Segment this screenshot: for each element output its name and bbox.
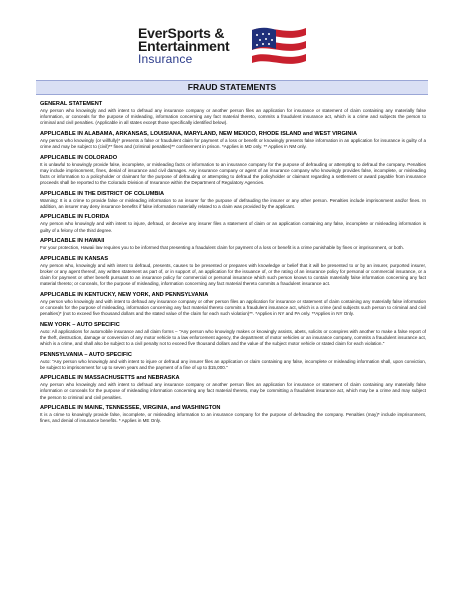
- section-ny-auto: [40, 322, 426, 348]
- section-heading: APPLICABLE IN THE DISTRICT OF COLUMBIA: [40, 190, 164, 197]
- section-text: Any person who knowingly and with intent to defraud any insurance company or other person files an application for insurance or statement of claim containing any materially false information or conceals for the purpose of misleading, information concerning any fact material thereto commits a fraudulent insurance act, which is a crime (and subjects such person to criminal and civil penalties)* (not to exceed five thousand dollars and the stated value of the claim for each such violation)**. *Applies in NY and PA only. **Applies in NY Only.: [40, 298, 426, 317]
- section-heading: PENNSYLVANIA – AUTO SPECIFIC: [40, 351, 132, 358]
- section-text: Any person who, knowingly and with intent to defraud, presents, causes to be presented or prepares with knowledge or belief that it will be presented to or by an insurer, purported insurer, broker or any agent thereof, any written statement as part of, or in support of, an application for the issuance of, or the rating of an insurance policy for personal or commercial insurance, or a claim for payment or other benefit pursuant to an insurance policy for commercial or personal insurance which such person knows to contain materially false information concerning any fact material thereto; or conceals, for the purpose of misleading, information concerning any fact material thereto commits a fraudulent insurance act.: [40, 262, 426, 287]
- section-text: It is unlawful to knowingly provide false, incomplete, or misleading facts or information to an insurance company for the purpose of defrauding or attempting to defraud the company. Penalties may include imprisonment, fines, denial of insurance and civil damages. Any insurance company or agent of an insurance company who knowingly provides false, incomplete, or misleading facts or information to a policyholder or claimant for the purpose of defrauding or attempting to defraud the policyholder or claimant regarding a settlement or award payable from insurance proceeds shall be reported to the Colorado Division of Insurance within the Department of Regulatory Agencies.: [40, 161, 426, 186]
- section-text: Any person who knowingly and with intent to defraud any insurance company or another person files an application for insurance or statement of claim containing any materially false information or conceals for the purpose of misleading information concerning any fact material thereto, may be committing a fraudulent insurance act, which may be a crime and may subject the person to criminal and civil penalties.: [40, 382, 426, 400]
- section-text: It is a crime to knowingly provide false, incomplete, or misleading information to an insurance company for the purpose of defrauding the company. Penalties (may)* include imprisonment, fines, and denial of insurance benefits. * Applies in ME Only.: [40, 412, 426, 424]
- fraud-statements-body: [40, 101, 426, 593]
- section-heading: APPLICABLE IN MASSACHUSETTS and NEBRASKA: [40, 375, 180, 382]
- section-heading: APPLICABLE IN FLORIDA: [40, 214, 110, 221]
- section-text: For your protection, Hawaii law requires you to be informed that presenting a fraudulent claim for payment of a loss or benefit is a crime punishable by fines or imprisonment, or both.: [40, 245, 404, 251]
- section-heading: APPLICABLE IN ALABAMA, ARKANSAS, LOUISIANA, MARYLAND, NEW MEXICO, RHODE ISLAND and WEST VIRGINIA: [40, 130, 357, 137]
- section-heading: APPLICABLE IN HAWAII: [40, 238, 105, 245]
- section-hawaii: [40, 238, 426, 251]
- section-heading: APPLICABLE IN KANSAS: [40, 255, 109, 262]
- section-pa-auto: [40, 352, 426, 371]
- section-text: Auto: All applications for automobile insurance and all claim forms – "Any person who knowingly makes or knowingly assists, abets, solicits or conspires with another to make a false report of the theft, destruction, damage or conversion of any motor vehicle to a law enforcement agency, the department of motor vehicles or an insurance company, commits a fraudulent insurance act, which is a crime, and shall also be subject to a civil penalty not to exceed five thousand dollars and the value of the subject motor vehicle or stated claim for each violation.": [40, 328, 426, 347]
- section-heading: APPLICABLE IN KENTUCKY, NEW YORK, AND PENNSYLVANIA: [40, 291, 209, 298]
- section-text: Warning: It is a crime to provide false or misleading information to an insurer for the purpose of defrauding the insurer or any other person. Penalties include imprisonment and/or fines. In addition, an insurer may deny insurance benefits if false information materially related to a claim was provided by the applicant.: [40, 197, 426, 209]
- logo-text-line2: Entertainment: [138, 38, 230, 54]
- section-text: Auto: "Any person who knowingly and with intent to injure or defraud any insurer files an application or claim containing any false, incomplete or misleading information shall, upon conviction, be subject to imprisonment for up to seven years and the payment of a fine of up to $15,000.": [40, 358, 426, 370]
- section-heading: APPLICABLE IN COLORADO: [40, 154, 118, 161]
- section-me-tn-va-wa: [40, 405, 426, 424]
- section-general-statement: [40, 101, 426, 127]
- section-text: Any person who knowingly (or willfully)* presents a false or fraudulent claim for payment of a loss or benefit or knowingly presents false information in an application for insurance is guilty of a crime and may be subject to (civil)** fines and (criminal penalties)** confinement in prison. *Applies in MD only. ** Applies in NM only.: [40, 137, 426, 150]
- section-kansas: [40, 256, 426, 288]
- flag-logo-icon: [246, 22, 310, 70]
- section-ky-ny-pa: [40, 292, 426, 318]
- logo-text-line3: Insurance: [138, 52, 193, 66]
- section-district-of-columbia: [40, 191, 426, 210]
- section-al-ar-la-md-nm-ri-wv: [40, 131, 426, 150]
- section-florida: [40, 214, 426, 233]
- logo-text-line1: EverSports &: [138, 25, 225, 41]
- section-colorado: [40, 155, 426, 187]
- section-text: Any person who knowingly and with intent to injure, defraud, or deceive any insurer files a statement of claim or an application containing any false, incomplete or misleading information is guilty of a felony of the third degree.: [40, 221, 426, 233]
- section-heading: GENERAL STATEMENT: [40, 101, 103, 107]
- section-heading: NEW YORK – AUTO SPECIFIC: [40, 321, 120, 328]
- section-ma-ne: [40, 375, 426, 401]
- section-text: Any person who knowingly and with intent to defraud any insurance company or another person files an application for insurance or statement of claim containing any materially false information, or conceals for the purpose of misleading, information concerning any fact material thereto, commits a fraudulent insurance act, which is a crime and subjects the person to criminal and civil penalties. (Applicable in all states except those specifically identified below).: [40, 108, 426, 126]
- section-heading: APPLICABLE IN MAINE, TENNESSEE, VIRGINIA, and WASHINGTON: [40, 405, 221, 412]
- page-title: FRAUD STATEMENTS: [36, 80, 428, 95]
